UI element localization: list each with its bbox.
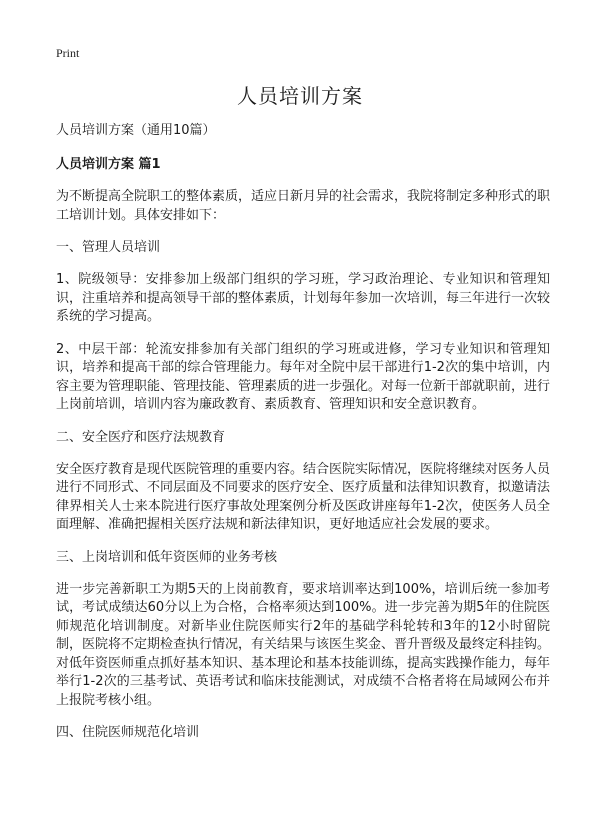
heading-safety-regulations: 二、安全医疗和医疗法规教育 xyxy=(56,429,226,445)
document-title: 人员培训方案 xyxy=(237,84,363,108)
paragraph-middle-managers: 2、中层干部：轮流安排参加有关部门组织的学习班或进修，学习专业知识和管理知识，培养和提高干部的综合管理能力。每年对全院中层干部进行1-2次的集中培训，内容主要为管理职能、管理技能、管理素质的进一步强化。对每一位新干部就职前，进行上岗前培训，培训内容为廉政教育、素质教育、管理知识和安全意识教育。 xyxy=(56,341,551,412)
print-link[interactable]: Print xyxy=(56,46,80,60)
paragraph-safety-education: 安全医疗教育是现代医院管理的重要内容。结合医院实际情况，医院将继续对医务人员进行不同形式、不同层面及不同要求的医疗安全、医疗质量和法律知识教育，拟邀请法律界相关人士来本院进行医疗事故处理案例分析及医政讲座每年1-2次，使医务人员全面理解、准确把握相关医疗法规和新法律知识，更好地适应社会发展的要求。 xyxy=(56,461,551,532)
heading-resident-training: 四、住院医师规范化培训 xyxy=(56,725,200,740)
document-subtitle: 人员培训方案（通用10篇） xyxy=(56,123,216,138)
section-title: 人员培训方案 篇1 xyxy=(56,157,161,172)
paragraph-onboarding-details: 进一步完善新职工为期5天的上岗前教育，要求培训率达到100%，培训后统一参加考试，考试成绩达60分以上为合格，合格率须达到100%。进一步完善为期5年的住院医师规范化培训制度。对新毕业住院医师实行2年的基础学科轮转和3年的12小时留院制，医院将不定期检查执行情况，有关结果与该医生奖金、晋升晋级及最终定科挂钩。对低年资医师重点抓好基本知识、基本理论和基本技能训练，提高实践操作能力，每年举行1-2次的三基考试、英语考试和临床技能测试，对成绩不合格者将在局域网公布并上报院考核小组。 xyxy=(56,581,551,708)
heading-onboarding-assessment: 三、上岗培训和低年资医师的业务考核 xyxy=(56,549,278,565)
heading-management-training: 一、管理人员培训 xyxy=(56,240,161,255)
document-content xyxy=(56,122,550,756)
intro-paragraph: 为不断提高全院职工的整体素质，适应日新月异的社会需求，我院将制定多种形式的职工培训计划。具体安排如下： xyxy=(56,189,551,223)
paragraph-hospital-leaders: 1、院级领导：安排参加上级部门组织的学习班，学习政治理论、专业知识和管理知识，注重培养和提高领导干部的整体素质，计划每年参加一次培训，每三年进行一次较系统的学习提高。 xyxy=(56,272,551,324)
